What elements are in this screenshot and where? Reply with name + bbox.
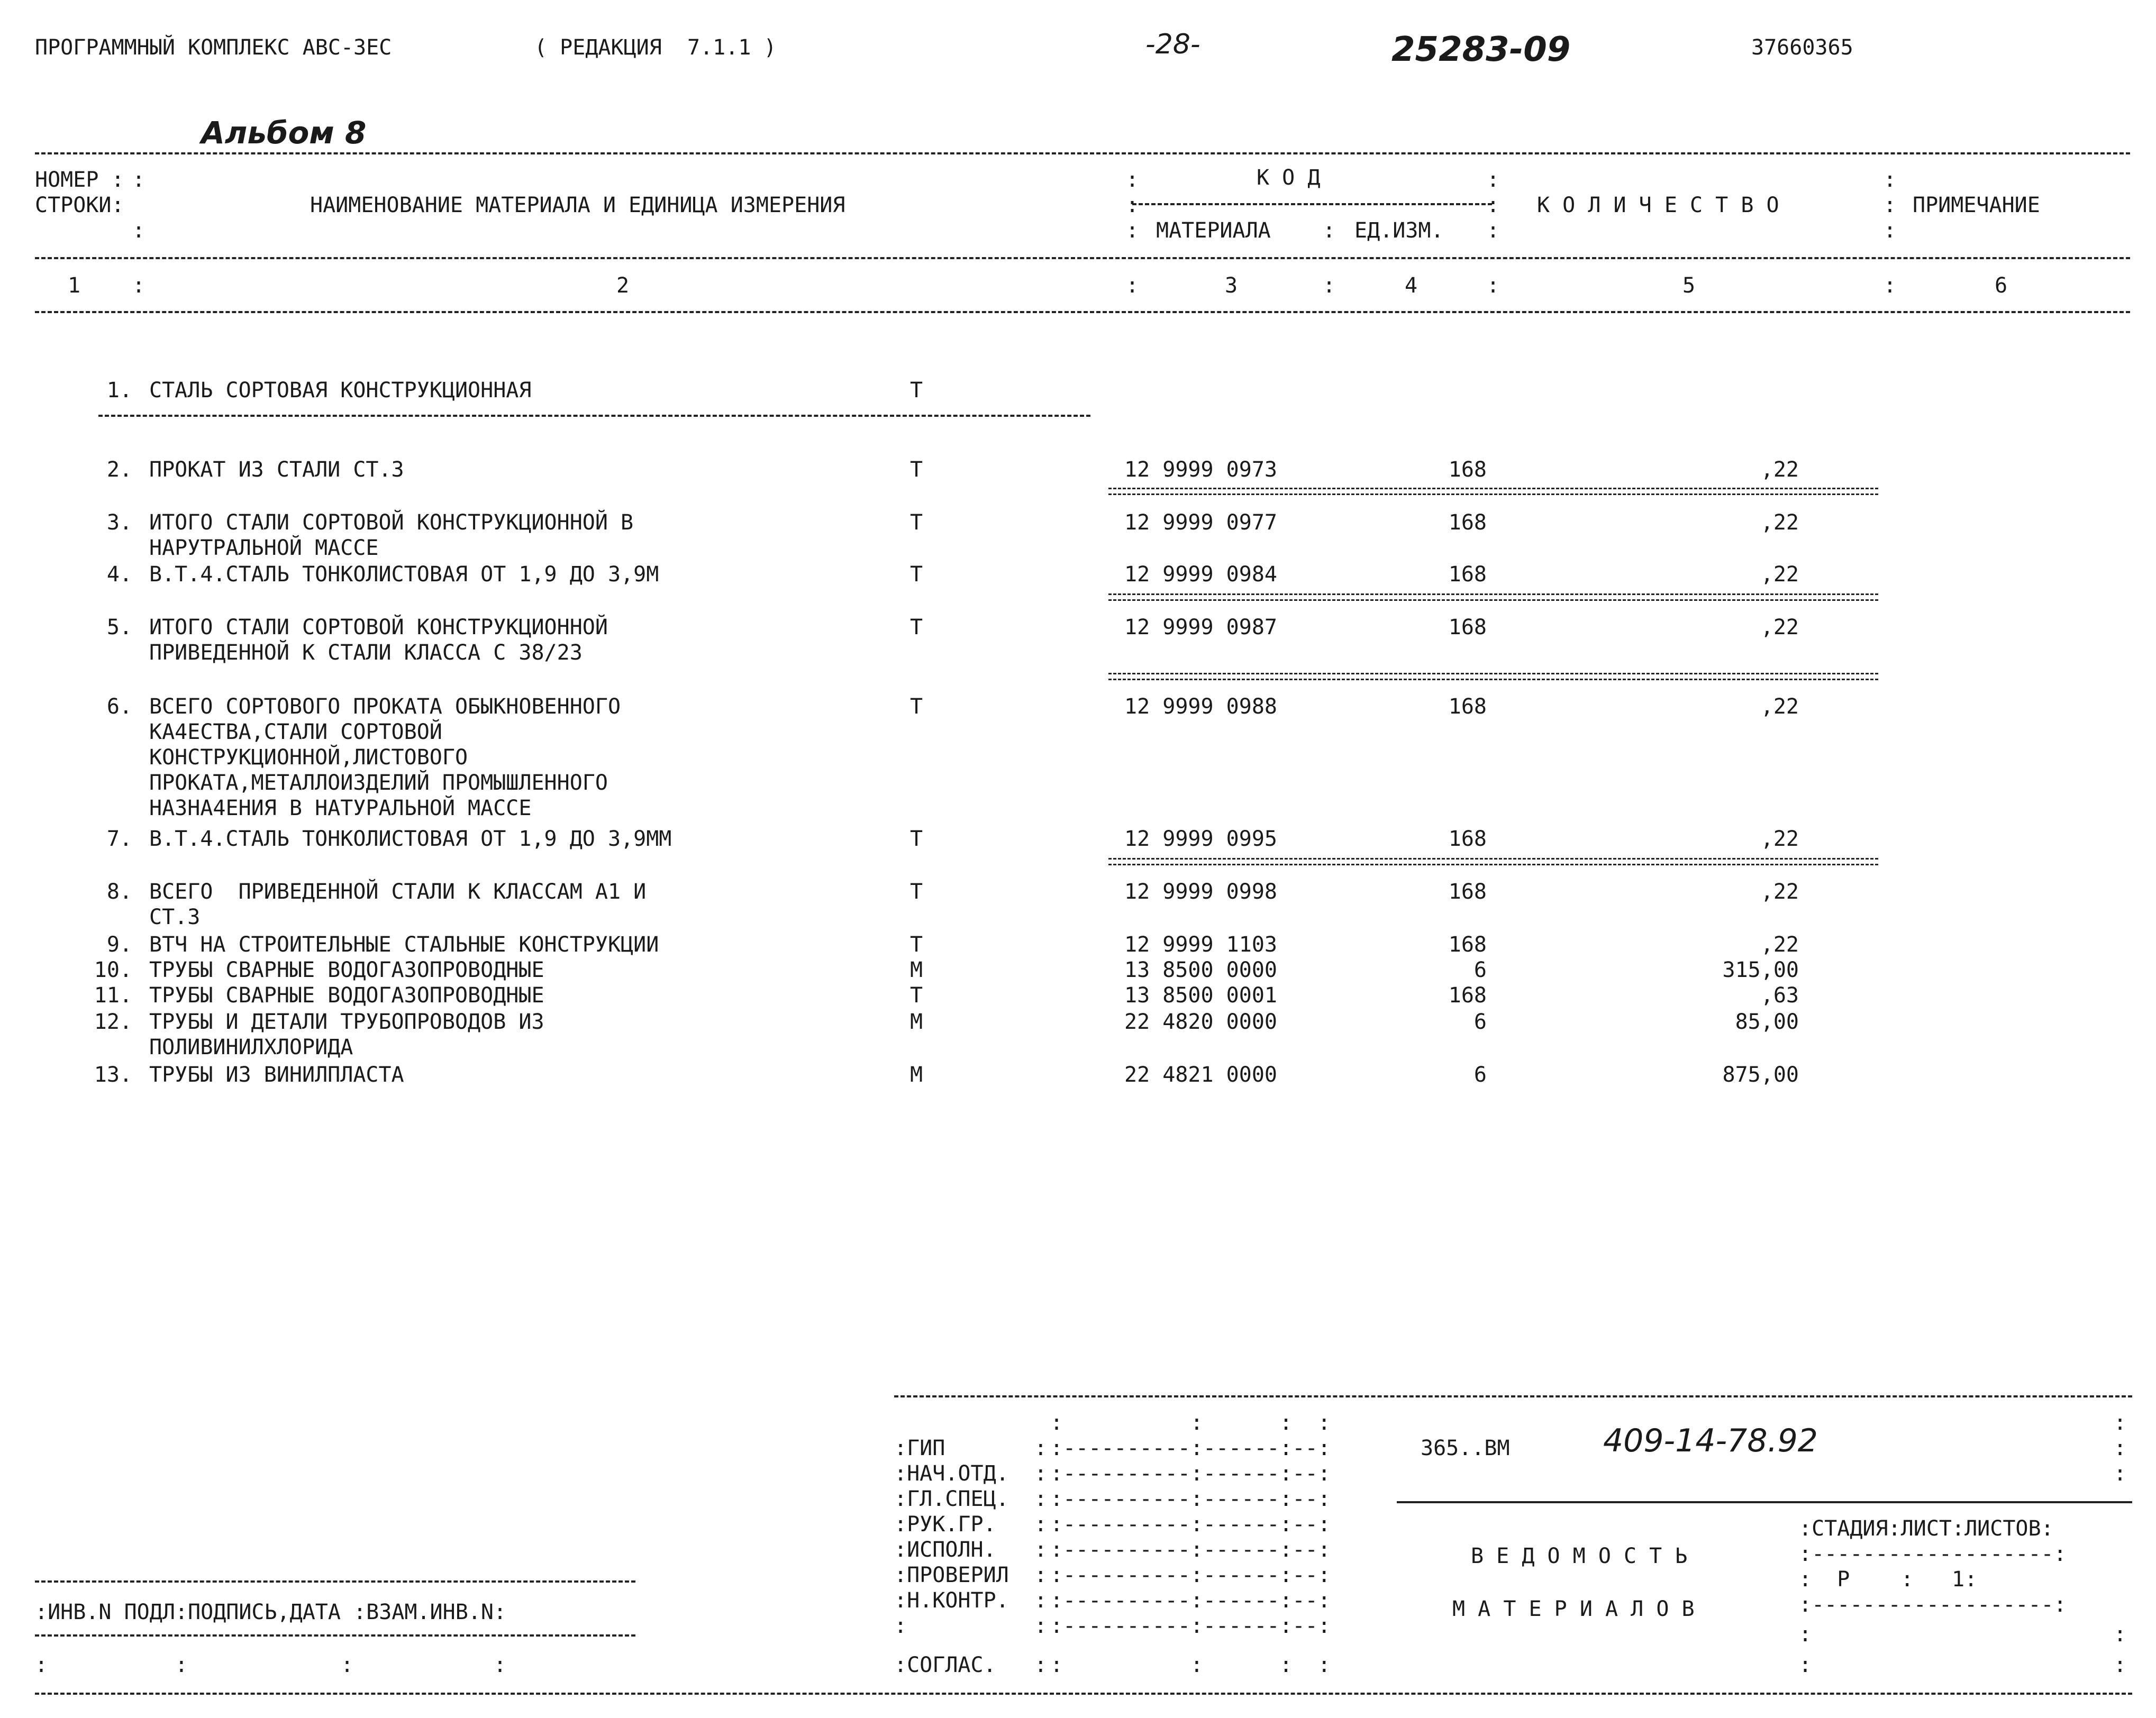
row-qty: 875,00 <box>1722 1063 1799 1087</box>
doc-code: 25283-09 <box>1391 30 1571 69</box>
header-note: ПРИМЕЧАНИЕ <box>1913 193 2040 217</box>
row-unit: Т <box>910 510 923 535</box>
sep: : <box>1126 273 1139 298</box>
sep: : <box>132 168 145 192</box>
row-unit-code: 168 <box>1448 880 1487 904</box>
inventory-stamp-blank: : : : : <box>35 1653 507 1677</box>
row-num: 4. <box>106 562 132 587</box>
rule-total <box>1108 858 1878 865</box>
sep: : <box>1487 218 1500 243</box>
sep: : <box>1487 193 1500 217</box>
row-num: 7. <box>106 827 132 851</box>
sep: : <box>1884 218 1897 243</box>
row-name-line: ВСЕГО СОРТОВОГО ПРОКАТА ОБЫКНОВЕННОГО <box>149 694 621 719</box>
stamp-title-1: В Е Д О М О С Т Ь <box>1471 1544 1688 1568</box>
sig-sep: : : : : <box>1050 1653 1331 1677</box>
colnum-2: 2 <box>616 273 630 298</box>
edge-sep: : <box>2114 1622 2127 1647</box>
header-num-3: : <box>132 218 145 243</box>
row-code: 12 9999 0984 <box>1124 562 1277 587</box>
row-code: 12 9999 0998 <box>1124 880 1277 904</box>
stage-values: : Р : 1: <box>1799 1567 1978 1592</box>
row-name-line: ТРУБЫ СВАРНЫЕ ВОДОГАЗОПРОВОДНЫЕ <box>149 983 544 1008</box>
row-name-line: НАЗНА4ЕНИЯ В НАТУРАЛЬНОЙ МАССЕ <box>149 796 532 820</box>
row-name-line: ПРИВЕДЕННОЙ К СТАЛИ КЛАССА С 38/23 <box>149 641 583 665</box>
row-num: 9. <box>106 933 132 957</box>
row-name-line: СТ.3 <box>149 905 201 929</box>
sep: : <box>1126 193 1139 217</box>
row-unit-code: 168 <box>1448 458 1487 482</box>
row-unit-code: 168 <box>1448 615 1487 639</box>
row-name-line: В.Т.4.СТАЛЬ ТОНКОЛИСТОВАЯ ОТ 1,9 ДО 3,9ММ <box>149 827 672 851</box>
row-unit: Т <box>910 933 923 957</box>
row-name-line: ТРУБЫ И ДЕТАЛИ ТРУБОПРОВОДОВ ИЗ <box>149 1010 544 1034</box>
row-qty: 85,00 <box>1735 1010 1799 1034</box>
row-name-line: В.Т.4.СТАЛЬ ТОНКОЛИСТОВАЯ ОТ 1,9 ДО 3,9М <box>149 562 659 587</box>
sig-sep: :----------:------:--: <box>1050 1436 1331 1460</box>
row-unit: М <box>910 1010 923 1034</box>
sep: : <box>1126 168 1139 192</box>
sep: : <box>1884 193 1897 217</box>
row-code: 22 4821 0000 <box>1124 1063 1277 1087</box>
row-qty: ,63 <box>1760 983 1799 1008</box>
role-n-kontr: :Н.КОНТР. : <box>894 1588 1047 1613</box>
row-name-line: ВСЕГО ПРИВЕДЕННОЙ СТАЛИ К КЛАССАМ А1 И <box>149 880 647 904</box>
row-qty: ,22 <box>1760 562 1799 587</box>
row-unit: Т <box>910 562 923 587</box>
row-name-line: СТАЛЬ СОРТОВАЯ КОНСТРУКЦИОННАЯ <box>149 378 532 403</box>
edge-sep: : <box>1799 1622 1812 1647</box>
edge-sep: : <box>1799 1653 1812 1677</box>
colnum-6: 6 <box>1995 273 2008 298</box>
header-code: К О Д <box>1257 166 1321 190</box>
row-unit-code: 168 <box>1448 983 1487 1008</box>
edge-sep: : <box>2114 1461 2127 1486</box>
doc-reference: 365..ВМ <box>1421 1436 1510 1460</box>
stage-header: :СТАДИЯ:ЛИСТ:ЛИСТОВ: <box>1799 1516 2054 1541</box>
doc-number: 409-14-78.92 <box>1603 1422 1818 1459</box>
rule-total <box>1108 488 1878 495</box>
header-quantity: К О Л И Ч Е С Т В О <box>1537 193 1779 217</box>
row-unit-code: 168 <box>1448 510 1487 535</box>
inventory-stamp-header: :ИНВ.N ПОДЛ:ПОДПИСЬ,ДАТА :ВЗАМ.ИНВ.N: <box>35 1600 507 1624</box>
sep: : <box>1126 218 1139 243</box>
row-code: 12 9999 0988 <box>1124 694 1277 719</box>
stamp-title-2: М А Т Е Р И А Л О В <box>1452 1597 1695 1621</box>
row-num: 10. <box>94 958 132 982</box>
sep: : <box>1323 218 1336 243</box>
row-code: 13 8500 0001 <box>1124 983 1277 1008</box>
inv-rule-1 <box>35 1580 635 1583</box>
row-code: 12 9999 1103 <box>1124 933 1277 957</box>
row-unit: Т <box>910 694 923 719</box>
role-gip: :ГИП : <box>894 1436 1047 1460</box>
sep: : <box>132 273 145 298</box>
row-unit-code: 168 <box>1448 562 1487 587</box>
sep: : <box>1487 168 1500 192</box>
doc-serial: 37660365 <box>1751 35 1853 60</box>
sep: : <box>1884 273 1897 298</box>
row-unit-code: 6 <box>1473 1010 1487 1034</box>
row-name-line: ПОЛИВИНИЛХЛОРИДА <box>149 1035 353 1059</box>
row-name-line: ПРОКАТА,МЕТАЛЛОИЗДЕЛИЙ ПРОМЫШЛЕННОГО <box>149 771 608 795</box>
row-num: 3. <box>106 510 132 535</box>
role-ruk-gr: :РУК.ГР. : <box>894 1512 1047 1537</box>
inv-rule-2 <box>35 1634 635 1637</box>
rule-section <box>98 415 1090 417</box>
sig-sep: :----------:------:--: <box>1050 1588 1331 1613</box>
sep: : <box>1884 168 1897 192</box>
role-ispoln: :ИСПОЛН. : <box>894 1538 1047 1562</box>
sig-sep: :----------:------:--: <box>1050 1614 1331 1638</box>
row-unit: Т <box>910 378 923 403</box>
row-name-line: ИТОГО СТАЛИ СОРТОВОЙ КОНСТРУКЦИОННОЙ <box>149 615 608 639</box>
header-name: НАИМЕНОВАНИЕ МАТЕРИАЛА И ЕДИНИЦА ИЗМЕРЕНИЯ <box>310 193 845 217</box>
edge-sep: : <box>2114 1436 2127 1460</box>
edge-sep: : <box>2114 1653 2127 1677</box>
row-code: 12 9999 0987 <box>1124 615 1277 639</box>
row-name-line: КА4ЕСТВА,СТАЛИ СОРТОВОЙ <box>149 720 442 744</box>
program-name: ПРОГРАММНЫЙ КОМПЛЕКС АВС-3ЕС <box>35 35 392 60</box>
row-unit: Т <box>910 880 923 904</box>
rule-code-split <box>1132 203 1492 205</box>
rule-total <box>1108 593 1878 601</box>
row-code: 22 4820 0000 <box>1124 1010 1277 1034</box>
row-unit: М <box>910 1063 923 1087</box>
sig-sep: :----------:------:--: <box>1050 1461 1331 1486</box>
role-proveril: :ПРОВЕРИЛ : <box>894 1563 1047 1587</box>
row-unit: М <box>910 958 923 982</box>
row-unit-code: 6 <box>1473 1063 1487 1087</box>
role-gl-spec: :ГЛ.СПЕЦ. : <box>894 1487 1047 1511</box>
row-qty: 315,00 <box>1722 958 1799 982</box>
colnum-5: 5 <box>1682 273 1696 298</box>
row-name-line: ТРУБЫ ИЗ ВИНИЛПЛАСТА <box>149 1063 404 1087</box>
row-name-line: ИТОГО СТАЛИ СОРТОВОЙ КОНСТРУКЦИОННОЙ В <box>149 510 634 535</box>
role-soglas: :СОГЛАС. : <box>894 1653 1047 1677</box>
row-code: 12 9999 0977 <box>1124 510 1277 535</box>
sig-sep: :----------:------:--: <box>1050 1487 1331 1511</box>
sig-sep: :----------:------:--: <box>1050 1563 1331 1587</box>
row-name-line: НАРУТРАЛЬНОЙ МАССЕ <box>149 536 379 560</box>
row-num: 13. <box>94 1063 132 1087</box>
sep: : <box>1487 273 1500 298</box>
row-name-line: КОНСТРУКЦИОННОЙ,ЛИСТОВОГО <box>149 745 468 770</box>
row-code: 12 9999 0995 <box>1124 827 1277 851</box>
stamp-rule-top <box>894 1395 2132 1397</box>
row-name-line: ВТЧ НА СТРОИТЕЛЬНЫЕ СТАЛЬНЫЕ КОНСТРУКЦИИ <box>149 933 659 957</box>
row-qty: ,22 <box>1760 615 1799 639</box>
row-unit-code: 6 <box>1473 958 1487 982</box>
sig-sep: :----------:------:--: <box>1050 1538 1331 1562</box>
row-num: 6. <box>106 694 132 719</box>
row-num: 12. <box>94 1010 132 1034</box>
stage-sep-2: :-------------------: <box>1799 1593 2067 1617</box>
row-qty: ,22 <box>1760 458 1799 482</box>
header-code-material: МАТЕРИАЛА <box>1156 218 1271 243</box>
row-unit-code: 168 <box>1448 827 1487 851</box>
sig-sep: : : : : <box>1050 1411 1331 1435</box>
edge-sep: : <box>2114 1411 2127 1435</box>
row-code: 13 8500 0000 <box>1124 958 1277 982</box>
row-qty: ,22 <box>1760 510 1799 535</box>
row-unit-code: 168 <box>1448 933 1487 957</box>
sig-sep: :----------:------:--: <box>1050 1512 1331 1537</box>
row-num: 2. <box>106 458 132 482</box>
header-code-unit: ЕД.ИЗМ. <box>1354 218 1444 243</box>
rule-total <box>1108 673 1878 680</box>
row-num: 8. <box>106 880 132 904</box>
row-qty: ,22 <box>1760 694 1799 719</box>
row-qty: ,22 <box>1760 933 1799 957</box>
header-num-1: НОМЕР : <box>35 168 124 192</box>
stamp-rule-bottom <box>35 1693 2132 1695</box>
edition: ( РЕДАКЦИЯ 7.1.1 ) <box>534 35 777 60</box>
album-label: Альбом 8 <box>201 115 367 151</box>
stamp-rule-mid <box>1397 1501 2132 1503</box>
row-qty: ,22 <box>1760 827 1799 851</box>
role-nach-otd: :НАЧ.ОТД. : <box>894 1461 1047 1486</box>
row-code: 12 9999 0973 <box>1124 458 1277 482</box>
colnum-4: 4 <box>1405 273 1418 298</box>
row-unit: Т <box>910 458 923 482</box>
row-unit: Т <box>910 827 923 851</box>
row-name-line: ПРОКАТ ИЗ СТАЛИ СТ.3 <box>149 458 404 482</box>
header-num-2: СТРОКИ: <box>35 193 124 217</box>
rule-colnum-bottom <box>35 311 2130 313</box>
sep: : <box>1323 273 1336 298</box>
row-qty: ,22 <box>1760 880 1799 904</box>
role-blank: : : <box>894 1614 1047 1638</box>
colnum-3: 3 <box>1225 273 1238 298</box>
row-unit-code: 168 <box>1448 694 1487 719</box>
row-unit: Т <box>910 615 923 639</box>
row-num: 1. <box>106 378 132 403</box>
page-number: -28- <box>1145 29 1200 60</box>
stage-sep-1: :-------------------: <box>1799 1542 2067 1566</box>
row-unit: Т <box>910 983 923 1008</box>
row-num: 5. <box>106 615 132 639</box>
rule-top <box>35 152 2130 154</box>
row-num: 11. <box>94 983 132 1008</box>
row-name-line: ТРУБЫ СВАРНЫЕ ВОДОГАЗОПРОВОДНЫЕ <box>149 958 544 982</box>
colnum-1: 1 <box>68 273 81 298</box>
rule-head-bottom <box>35 257 2130 259</box>
